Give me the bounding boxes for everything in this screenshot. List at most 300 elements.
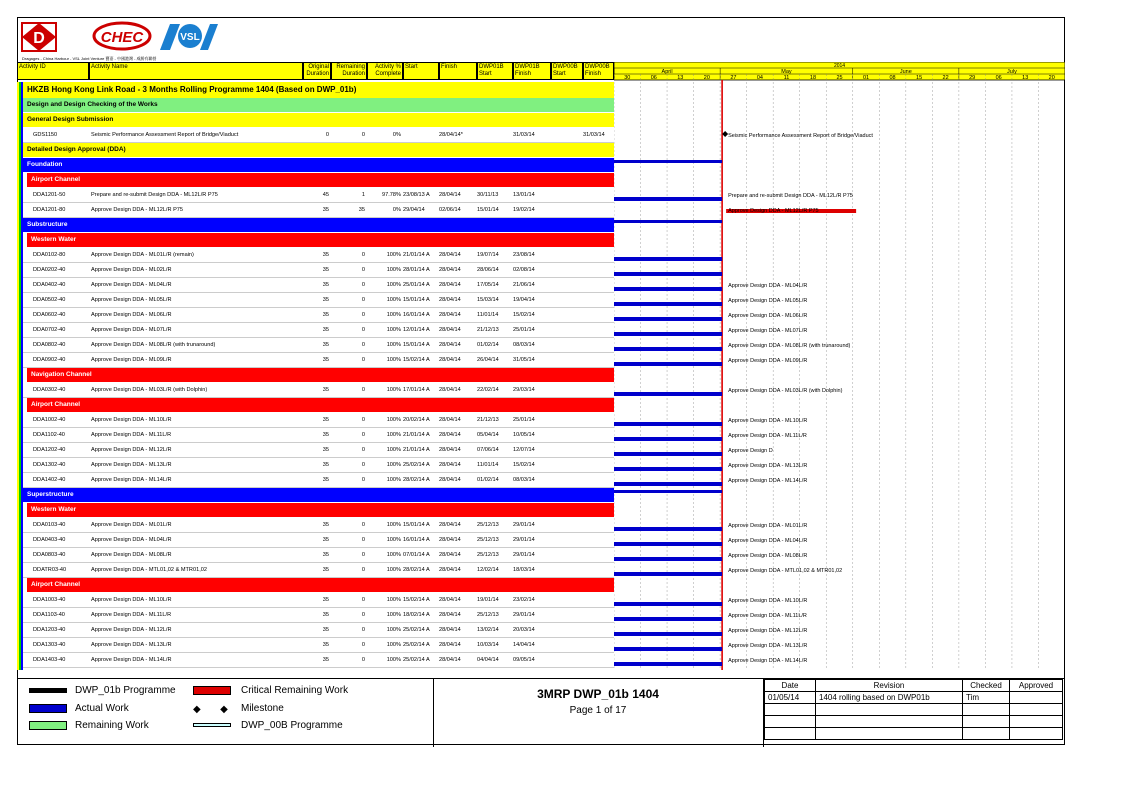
cell-pc: 100%: [386, 267, 401, 273]
timeline-week: 13: [1022, 75, 1029, 81]
cell-od: 35: [322, 327, 329, 333]
cell-start: 25/02/14 A: [403, 627, 430, 633]
cell-finish: 28/04/14: [439, 252, 461, 258]
legend-actual: Actual Work: [75, 703, 129, 714]
bar-label: Approve Design DDA - MTL01,02 & MTR01,02: [728, 568, 843, 574]
col-percent-complete[interactable]: Activity % Complete: [367, 62, 403, 80]
actual-bar: [614, 272, 722, 276]
cell-pc: 100%: [386, 567, 401, 573]
cell-rd: 0: [361, 252, 365, 258]
cell-od: 35: [322, 342, 329, 348]
cell-name: Approve Design DDA - ML11L/R: [91, 432, 172, 438]
table-row[interactable]: [23, 548, 614, 563]
bar-label: Approve Design DDA - ML13L/R: [728, 463, 808, 469]
cell-rd: 1: [361, 192, 365, 198]
cell-start: 16/01/14 A: [403, 537, 430, 543]
rev-header-approved: Approved: [1010, 680, 1063, 692]
timeline-week: 22: [942, 75, 949, 81]
cell-rd: 0: [361, 597, 365, 603]
actual-bar: [614, 347, 722, 351]
timeline-month: May: [781, 69, 792, 75]
actual-bar: [614, 572, 722, 576]
cell-name: Approve Design DDA - ML11L/R: [91, 612, 172, 618]
legend-dwp01b: DWP_01b Programme: [75, 685, 176, 696]
timeline-week: 18: [809, 75, 817, 81]
cell-start: 15/02/14 A: [403, 597, 430, 603]
cell-pc: 100%: [386, 597, 401, 603]
cell-rd: 0: [361, 267, 365, 273]
cell-finish: 28/04/14: [439, 267, 461, 273]
cell-b1s: 11/01/14: [477, 462, 499, 468]
cell-b1s: 26/04/14: [477, 357, 499, 363]
cell-b1s: 12/02/14: [477, 567, 499, 573]
legend-actual-swatch: [29, 704, 67, 713]
col-dwp01b-finish[interactable]: DWP01B Finish: [513, 62, 551, 80]
actual-bar: [614, 542, 722, 546]
table-row[interactable]: [23, 278, 614, 293]
cell-od: 35: [322, 297, 329, 303]
footer-page: Page 1 of 17: [569, 705, 627, 716]
cell-b1s: 17/05/14: [477, 282, 499, 288]
cell-name: Approve Design DDA - ML14L/R: [91, 477, 172, 483]
bar-label: Approve Design DDA - ML10L/R: [728, 418, 808, 424]
cell-b1s: 04/04/14: [477, 657, 499, 663]
cell-b1s: 01/02/14: [477, 477, 499, 483]
actual-bar: [614, 557, 722, 561]
table-row[interactable]: [23, 263, 614, 278]
cell-od: 35: [322, 567, 329, 573]
cell-rd: 0: [361, 342, 365, 348]
cell-start: 29/04/14: [403, 207, 425, 213]
timeline-week: 30: [624, 75, 631, 81]
cell-start: 25/02/14 A: [403, 462, 430, 468]
cell-b1s: 13/02/14: [477, 627, 499, 633]
cell-rd: 0: [361, 312, 365, 318]
wbs-band[interactable]: Superstructure: [23, 488, 614, 502]
cell-start: 28/01/14 A: [403, 267, 430, 273]
cell-finish: 28/04/14: [439, 387, 461, 393]
rev-cell: [1010, 692, 1063, 704]
cell-id: DDA1002-40: [33, 417, 66, 423]
cell-pc: 100%: [386, 537, 401, 543]
actual-bar: [614, 197, 722, 201]
table-row[interactable]: [23, 443, 614, 458]
cell-name: Approve Design DDA - ML08L/R (with trunaround): [91, 342, 216, 348]
rev-cell: [963, 704, 1010, 716]
cell-od: 35: [322, 312, 329, 318]
cell-b1s: 01/02/14: [477, 342, 499, 348]
legend-critical: Critical Remaining Work: [241, 685, 349, 696]
cell-id: DDA0103-40: [33, 522, 66, 528]
cell-finish: 28/04/14: [439, 612, 461, 618]
cell-pc: 100%: [386, 522, 401, 528]
actual-bar: [614, 332, 722, 336]
rev-cell: [816, 704, 963, 716]
cell-start: 16/01/14 A: [403, 312, 430, 318]
actual-bar: [614, 437, 722, 441]
rev-cell: [1010, 716, 1063, 728]
chec-logo-icon: [94, 23, 150, 49]
table-row[interactable]: [23, 383, 614, 398]
table-row[interactable]: [23, 293, 614, 308]
bar-label: Approve Design DDA - ML12L/R P75: [728, 208, 819, 214]
cell-pc: 100%: [386, 642, 401, 648]
table-row[interactable]: [23, 248, 614, 263]
cell-name: Approve Design DDA - ML12L/R P75: [91, 207, 184, 213]
cell-pc: 100%: [386, 357, 401, 363]
cell-b1s: 25/12/13: [477, 522, 499, 528]
timeline-week: 01: [862, 75, 870, 81]
table-row[interactable]: [23, 428, 614, 443]
cell-b1s: 19/07/14: [477, 252, 499, 258]
actual-bar: [614, 392, 722, 396]
cell-finish: 02/06/14: [439, 207, 461, 213]
cell-start: 15/01/14 A: [403, 342, 430, 348]
cell-b1f: 20/03/14: [513, 627, 535, 633]
table-row[interactable]: [23, 518, 614, 533]
cell-b1f: 25/01/14: [513, 417, 535, 423]
cell-b1s: 19/01/14: [477, 597, 499, 603]
bar-label: Seismic Performance Assessment Report of Bridge/Viaduct: [728, 133, 873, 139]
cell-id: DDA1402-40: [33, 477, 66, 483]
cell-od: 35: [322, 522, 329, 528]
table-row[interactable]: [23, 203, 614, 218]
table-row[interactable]: [23, 128, 614, 143]
cell-pc: 100%: [386, 327, 401, 333]
cell-finish: 28/04/14: [439, 447, 461, 453]
bar-label: Approve Design DDA - ML04L/R: [728, 538, 808, 544]
cell-finish: 28/04/14: [439, 327, 461, 333]
bar-label: Approve Design DDA - ML03L/R (with Dolphin): [728, 388, 843, 394]
cell-b1s: 11/01/14: [477, 312, 499, 318]
wbs-band[interactable]: Design and Design Checking of the Works: [23, 98, 614, 112]
col-dwp01b-start[interactable]: DWP01B Start: [477, 62, 513, 80]
bar-label: Prepare and re-submit Design DDA - ML12L/R P75: [728, 193, 853, 199]
col-activity-id[interactable]: Activity ID: [17, 62, 89, 80]
cell-start: 28/02/14 A: [403, 477, 430, 483]
table-row[interactable]: [23, 533, 614, 548]
cell-b1f: 19/02/14: [513, 207, 535, 213]
vsl-logo-icon: [160, 24, 218, 50]
cell-od: 35: [322, 387, 329, 393]
bar-label: Approve Design DDA - ML09L/R: [728, 358, 808, 364]
cell-b1f: 12/07/14: [513, 447, 535, 453]
summary-bar: [614, 160, 722, 163]
cell-id: DDA0102-80: [33, 252, 66, 258]
footer-title: 3MRP DWP_01b 1404: [537, 687, 659, 701]
bar-label: Approve Design D: [728, 448, 773, 454]
bar-label: Approve Design DDA - ML14L/R: [728, 478, 808, 484]
summary-bar: [614, 490, 722, 493]
col-dwp00b-finish[interactable]: DWP00B Finish: [583, 62, 614, 80]
table-row[interactable]: [23, 623, 614, 638]
cell-od: 35: [322, 447, 329, 453]
cell-od: 35: [322, 462, 329, 468]
col-dwp00b-start[interactable]: DWP00B Start: [551, 62, 583, 80]
legend-milestone-icon: ◆ ◆: [193, 704, 228, 715]
actual-bar: [614, 362, 722, 366]
cell-start: 25/01/14 A: [403, 282, 430, 288]
wbs-band[interactable]: Western Water: [27, 503, 614, 517]
cell-od: 45: [322, 192, 329, 198]
timeline-week: 20: [1048, 75, 1055, 81]
cell-b1f: 29/01/14: [513, 537, 535, 543]
table-row[interactable]: [23, 653, 614, 668]
timeline-week: 15: [916, 75, 923, 81]
cell-pc: 0%: [392, 132, 401, 138]
cell-b1s: 15/01/14: [477, 207, 499, 213]
cell-finish: 28/04/14: [439, 537, 461, 543]
rev-header-revision: Revision: [816, 680, 963, 692]
table-row[interactable]: [23, 188, 614, 203]
cell-name: Approve Design DDA - ML02L/R: [91, 267, 172, 273]
cell-pc: 97.78%: [382, 192, 401, 198]
table-row[interactable]: [23, 323, 614, 338]
cell-name: Approve Design DDA - ML14L/R: [91, 657, 172, 663]
table-row[interactable]: [23, 593, 614, 608]
cell-finish: 28/04/14: [439, 312, 461, 318]
cell-b1s: 25/12/13: [477, 612, 499, 618]
table-row[interactable]: [23, 353, 614, 368]
cell-b1s: 25/12/13: [477, 537, 499, 543]
actual-bar: [614, 482, 722, 486]
wbs-band[interactable]: Detailed Design Approval (DDA): [23, 143, 614, 157]
cell-b1f: 25/01/14: [513, 327, 535, 333]
cell-finish: 28/04/14: [439, 417, 461, 423]
wbs-band[interactable]: Airport Channel: [27, 578, 614, 592]
wbs-band[interactable]: Substructure: [23, 218, 614, 232]
cell-finish: 28/04/14: [439, 357, 461, 363]
cell-b1s: 21/12/13: [477, 327, 499, 333]
cell-start: 23/08/13 A: [403, 192, 430, 198]
cell-b1f: 29/03/14: [513, 387, 535, 393]
table-row[interactable]: [23, 638, 614, 653]
company-tagline: Dragages - China Harbour - VSL Joint Venture 寶嘉 - 中國港灣 - 威勝有聯營: [22, 56, 157, 61]
cell-pc: 100%: [386, 342, 401, 348]
cell-name: Approve Design DDA - ML04L/R: [91, 537, 172, 543]
actual-bar: [614, 647, 722, 651]
cell-id: DDA1102-40: [33, 432, 65, 438]
cell-id: DDA1003-40: [33, 597, 66, 603]
col-start[interactable]: Start: [403, 62, 439, 80]
cell-start: 20/02/14 A: [403, 417, 430, 423]
cell-b1s: 10/03/14: [477, 642, 499, 648]
bar-label: Approve Design DDA - ML07L/R: [728, 328, 808, 334]
cell-b1f: 31/05/14: [513, 357, 535, 363]
cell-id: DDA1201-80: [33, 207, 66, 213]
rev-cell: [765, 704, 816, 716]
bar-label: Approve Design DDA - ML12L/R: [728, 628, 808, 634]
cell-rd: 0: [361, 462, 365, 468]
timeline-week: 27: [730, 75, 737, 81]
cell-finish: 28/04/14: [439, 522, 461, 528]
actual-bar: [614, 257, 722, 261]
cell-pc: 100%: [386, 657, 401, 663]
col-finish[interactable]: Finish: [439, 62, 477, 80]
cell-pc: 100%: [386, 312, 401, 318]
cell-id: DDA1403-40: [33, 657, 66, 663]
actual-bar: [614, 422, 722, 426]
rev-cell: [816, 716, 963, 728]
wbs-rail: [17, 82, 23, 670]
cell-rd: 0: [361, 447, 365, 453]
cell-rd: 0: [361, 627, 365, 633]
wbs-band[interactable]: Airport Channel: [27, 398, 614, 412]
actual-bar: [614, 602, 722, 606]
timeline-month: July: [1007, 69, 1017, 75]
cell-rd: 0: [361, 132, 365, 138]
cell-name: Approve Design DDA - ML06L/R: [91, 312, 172, 318]
revision-table: [764, 679, 1063, 740]
table-row[interactable]: [23, 608, 614, 623]
cell-id: DDA0502-40: [33, 297, 66, 303]
table-row[interactable]: [23, 308, 614, 323]
cell-b1f: 21/06/14: [513, 282, 535, 288]
cell-finish: 28/04/14: [439, 297, 461, 303]
cell-name: Approve Design DDA - MTL01,02 & MTR01,02: [91, 567, 207, 573]
cell-rd: 0: [361, 357, 365, 363]
cell-b1f: 09/05/14: [513, 657, 535, 663]
cell-name: Approve Design DDA - ML07L/R: [91, 327, 172, 333]
cell-id: DDA1203-40: [33, 627, 66, 633]
cell-rd: 0: [361, 477, 365, 483]
cell-finish: 28/04/14: [439, 597, 461, 603]
cell-od: 35: [322, 267, 329, 273]
cell-od: 35: [322, 207, 329, 213]
timeline-week: 06: [650, 75, 657, 81]
rev-cell: 1404 rolling based on DWP01b: [816, 692, 963, 704]
cell-finish: 28/04/14: [439, 192, 461, 198]
cell-start: 25/02/14 A: [403, 642, 430, 648]
table-row[interactable]: [23, 413, 614, 428]
cell-start: 15/02/14 A: [403, 357, 430, 363]
cell-id: DDA0403-40: [33, 537, 66, 543]
cell-b1f: 29/01/14: [513, 552, 535, 558]
actual-bar: [614, 617, 722, 621]
cell-start: 07/01/14 A: [403, 552, 430, 558]
cell-id: DDA1201-50: [33, 192, 66, 198]
cell-rd: 0: [361, 657, 365, 663]
cell-name: Approve Design DDA - ML12L/R: [91, 447, 172, 453]
cell-od: 35: [322, 627, 329, 633]
cell-rd: 0: [361, 417, 365, 423]
cell-b1s: 25/12/13: [477, 552, 499, 558]
cell-start: 17/01/14 A: [403, 387, 430, 393]
rev-cell: [765, 716, 816, 728]
rev-cell: [765, 728, 816, 740]
svg-text:D: D: [33, 30, 45, 47]
cell-b1f: 15/02/14: [513, 312, 535, 318]
cell-start: 21/01/14 A: [403, 447, 430, 453]
cell-od: 35: [322, 477, 329, 483]
wbs-band[interactable]: Navigation Channel: [27, 368, 614, 382]
cell-start: 21/01/14 A: [403, 432, 430, 438]
cell-b1f: 31/03/14: [513, 132, 535, 138]
cell-id: DDA1103-40: [33, 612, 65, 618]
cell-b1f: 08/03/14: [513, 477, 535, 483]
cell-pc: 100%: [386, 462, 401, 468]
cell-b1s: 28/06/14: [477, 267, 499, 273]
cell-start: 25/02/14 A: [403, 657, 430, 663]
cell-b1f: 10/05/14: [513, 432, 535, 438]
cell-od: 35: [322, 657, 329, 663]
cell-od: 35: [322, 612, 329, 618]
cell-b1f: 29/01/14: [513, 612, 535, 618]
cell-name: Prepare and re-submit Design DDA - ML12L/R P75: [91, 192, 218, 198]
rev-cell: [816, 728, 963, 740]
cell-rd: 0: [361, 537, 365, 543]
timeline-week: 29: [969, 75, 976, 81]
cell-pc: 100%: [386, 447, 401, 453]
rev-cell: [1010, 704, 1063, 716]
table-row[interactable]: [23, 338, 614, 353]
actual-bar: [614, 287, 722, 291]
bar-label: Approve Design DDA - ML04L/R: [728, 283, 808, 289]
legend-dwp01b-swatch: [29, 688, 67, 693]
cell-b1f: 02/08/14: [513, 267, 535, 273]
rev-cell: [1010, 728, 1063, 740]
timeline-week: 08: [889, 75, 896, 81]
cell-name: Seismic Performance Assessment Report of Bridge/Viaduct: [91, 132, 239, 138]
actual-bar: [614, 467, 722, 471]
cell-pc: 100%: [386, 627, 401, 633]
cell-b1s: 21/12/13: [477, 417, 499, 423]
cell-start: 12/01/14 A: [403, 327, 430, 333]
gantt-chart[interactable]: [614, 62, 1065, 670]
cell-od: 35: [322, 357, 329, 363]
bar-label: Approve Design DDA - ML10L/R: [728, 598, 808, 604]
bar-label: Approve Design DDA - ML01L/R: [728, 523, 808, 529]
cell-name: Approve Design DDA - ML08L/R: [91, 552, 172, 558]
table-row[interactable]: [23, 473, 614, 488]
cell-od: 35: [322, 432, 329, 438]
cell-b1f: 18/03/14: [513, 567, 535, 573]
cell-pc: 100%: [386, 612, 401, 618]
col-activity-name[interactable]: Activity Name: [89, 62, 303, 80]
rev-header-checked: Checked: [963, 680, 1010, 692]
actual-bar: [614, 632, 722, 636]
cell-od: 35: [322, 252, 329, 258]
cell-pc: 100%: [386, 552, 401, 558]
logo-strip: [20, 20, 320, 64]
cell-name: Approve Design DDA - ML03L/R (with Dolphin): [91, 387, 208, 393]
cell-pc: 100%: [386, 432, 401, 438]
cell-od: 35: [322, 642, 329, 648]
cell-rd: 0: [361, 327, 365, 333]
cell-finish: 28/04/14: [439, 657, 461, 663]
timeline-week: 20: [703, 75, 710, 81]
cell-finish: 28/04/14: [439, 567, 461, 573]
table-row[interactable]: [23, 563, 614, 578]
wbs-band[interactable]: Foundation: [23, 158, 614, 172]
cell-id: GDS1150: [33, 132, 58, 138]
cell-start: 18/02/14 A: [403, 612, 430, 618]
rev-cell: Tim: [963, 692, 1010, 704]
cell-b1s: 22/02/14: [477, 387, 499, 393]
table-row[interactable]: [23, 458, 614, 473]
cell-od: 35: [322, 282, 329, 288]
col-remaining-duration[interactable]: Remaining Duration: [331, 62, 367, 80]
actual-bar: [614, 452, 722, 456]
wbs-band[interactable]: Western Water: [27, 233, 614, 247]
cell-rd: 0: [361, 567, 365, 573]
timeline-month: June: [899, 69, 912, 75]
wbs-band[interactable]: General Design Submission: [23, 113, 614, 127]
cell-finish: 28/04/14: [439, 552, 461, 558]
wbs-band[interactable]: Airport Channel: [27, 173, 614, 187]
cell-id: DDA0202-40: [33, 267, 66, 273]
col-original-duration[interactable]: Original Duration: [303, 62, 331, 80]
